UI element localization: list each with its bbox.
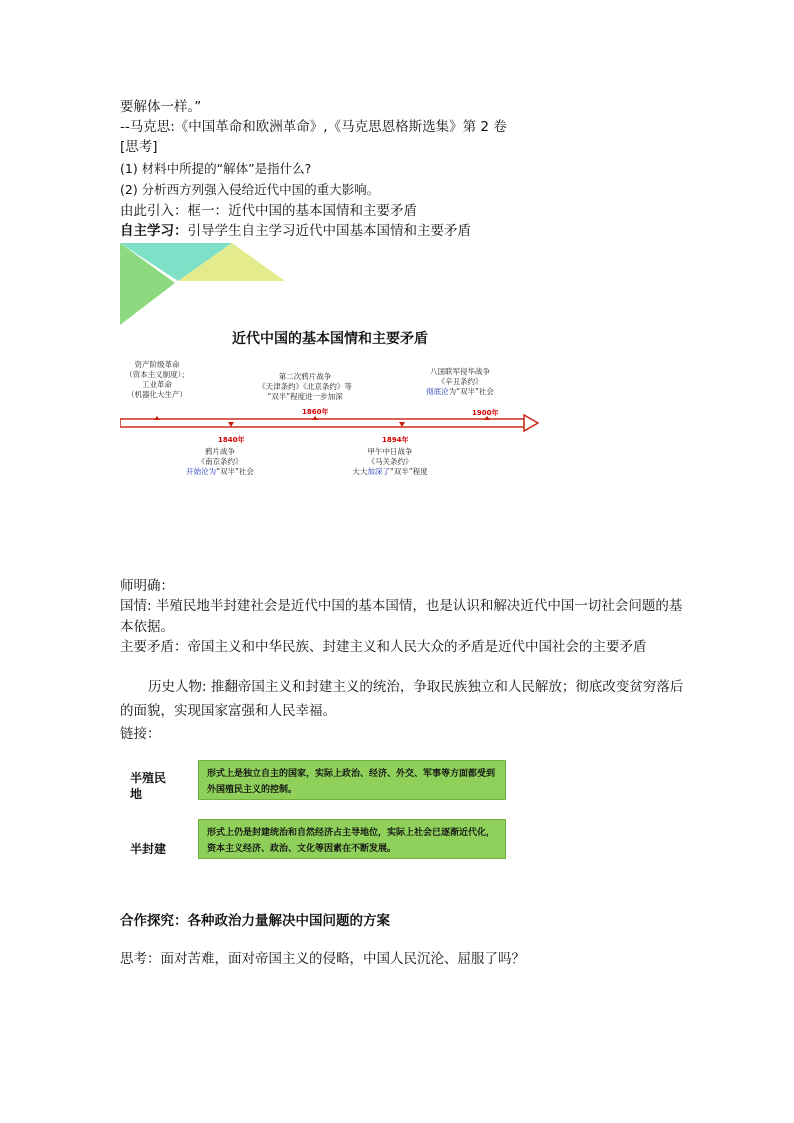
national-condition: 国情: 半殖民地半封建社会是近代中国的基本国情，也是认识和解决近代中国一切社会问题的基本依据。 xyxy=(120,598,683,635)
semi-colonial-label: 半殖民地 xyxy=(130,771,167,801)
year-1840: 1840年 xyxy=(218,436,245,444)
timeline xyxy=(120,350,540,490)
timeline-title: 近代中国的基本国情和主要矛盾 xyxy=(232,331,428,347)
event-revolution: 资产阶级革命 （资本主义制度）； 工业革命 （机器化大生产） xyxy=(125,360,189,399)
quote-source: --马克思:《中国革命和欧洲革命》,《马克思恩格斯选集》第 2 卷 xyxy=(120,119,507,135)
self-study-text: 引导学生自主学习近代中国基本国情和主要矛盾 xyxy=(187,223,471,239)
main-contradiction: 主要矛盾：帝国主义和中华民族、封建主义和人民大众的矛盾是近代中国社会的主要矛盾 xyxy=(120,639,647,655)
event-second-opium-war: 第二次鸦片战争 《天津条约》《北京条约》等 “双半”程度进一步加深 xyxy=(258,372,352,401)
tick-marker xyxy=(154,416,160,420)
event-eight-nation: 八国联军侵华战争 《辛丑条约》 彻底沦为“双半”社会 xyxy=(426,367,494,396)
self-study-line xyxy=(120,222,471,240)
year-1894: 1894年 xyxy=(382,436,409,444)
quote-end: 要解体一样。” xyxy=(120,99,202,115)
semi-colonial-box: 形式上是独立自主的国家，实际上政治、经济、外交、军事等方面都受到外国殖民主义的控制。 xyxy=(198,760,506,800)
event-opium-war: 鸦片战争 《南京条约》 开始沦为“双半”社会 xyxy=(186,447,254,476)
year-1900: 1900年 xyxy=(472,409,499,417)
event-sino-japanese-war: 甲午中日战争 《马关条约》 大大加深了“双半”程度 xyxy=(352,447,428,476)
year-1860: 1860年 xyxy=(302,408,329,416)
cooperative-heading: 合作探究：各种政治力量解决中国问题的方案 xyxy=(120,913,390,929)
think-heading: [思考] xyxy=(120,139,158,155)
semi-feudal-label: 半封建 xyxy=(130,842,167,856)
lead-in: 由此引入：框一：近代中国的基本国情和主要矛盾 xyxy=(120,203,417,219)
self-study-label: 自主学习： xyxy=(120,223,188,239)
question-2: (2) 分析西方列强入侵给近代中国的重大影响。 xyxy=(120,182,380,197)
decorative-shapes xyxy=(120,243,290,325)
link-label: 链接： xyxy=(120,726,161,742)
question-1: (1) 材料中所提的“解体”是指什么? xyxy=(120,161,312,176)
historical-task: 历史人物: 推翻帝国主义和封建主义的统治，争取民族独立和人民解放；彻底改变贫穷落后的面貌，实现国家富强和人民幸福。 xyxy=(120,679,684,719)
final-question: 思考：面对苦难，面对帝国主义的侵略，中国人民沉沦、屈服了吗？ xyxy=(120,951,525,967)
semi-feudal-box: 形式上仍是封建统治和自然经济占主导地位，实际上社会已逐渐近代化，资本主义经济、政治、文化等因素在不断发展。 xyxy=(198,819,506,859)
teacher-clarify: 师明确： xyxy=(120,578,174,594)
